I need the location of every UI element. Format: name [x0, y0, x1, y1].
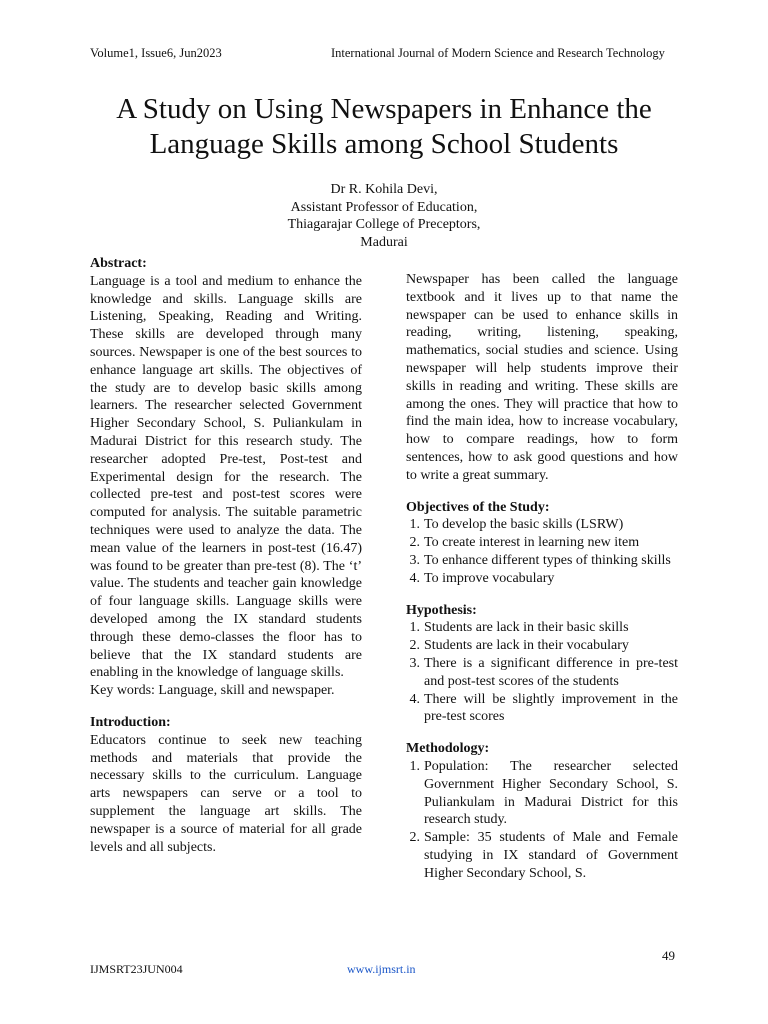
hypothesis-list: [406, 619, 678, 726]
right-column: [406, 271, 678, 883]
author-name: Dr R. Kohila Devi,: [330, 182, 438, 197]
list-item: 4. To improve vocabulary: [409, 570, 555, 586]
abstract-heading: Abstract:: [90, 256, 147, 271]
header-volume: Volume1, Issue6, Jun2023: [90, 46, 222, 60]
list-item: 3. There is a significant difference in pre-test and post-test scores of the students: [409, 655, 678, 689]
list-item: 1. To develop the basic skills (LSRW): [409, 517, 624, 533]
list-item: 2. To create interest in learning new item: [409, 535, 640, 551]
introduction-body: Educators continue to seek new teaching methods and materials that provide the necessary skills to the curriculum. Language arts newspapers can serve or a tool to supplement the language art skills. The newspaper is a source of material for all grade levels and all subjects.: [90, 732, 362, 855]
list-item: 2. Students are lack in their vocabulary: [409, 638, 629, 654]
introduction-heading: Introduction:: [90, 714, 171, 730]
keywords: Key words: Language, skill and newspaper.: [90, 683, 335, 699]
author-block: [184, 181, 584, 251]
footer-website-link[interactable]: www.ijmsrt.in: [347, 962, 416, 976]
methodology-list: [406, 758, 678, 883]
page-number: 49: [662, 948, 675, 963]
objectives-heading: Objectives of the Study:: [406, 499, 550, 515]
methodology-heading: Methodology:: [406, 741, 490, 757]
hypothesis-heading: Hypothesis:: [406, 602, 477, 618]
objectives-list: [406, 516, 678, 587]
list-item: 3. To enhance different types of thinking skills: [409, 552, 671, 568]
title-line-2: Language Skills among School Students: [149, 128, 619, 160]
author-city: Madurai: [360, 234, 408, 250]
footer-paper-id: IJMSRT23JUN004: [90, 962, 183, 976]
left-column: [90, 255, 362, 856]
newspaper-paragraph: Newspaper has been called the language textbook and it lives up to that name the newspaper can be used to enhance skills in reading, writing, listening, speaking, mathematics, social studies and science. Using newspaper will help students improve their skills in reading and writing. These skills are among the ones. They will practice that how to find the main idea, how to increase vocabulary, how to compare readings, how to form sentences, how to ask good questions and how to write a great summary.: [406, 272, 678, 483]
abstract-body: Language is a tool and medium to enhance the knowledge and skills. Language skills are Listening, Speaking, Reading and Writing. These skills are developed through many sources. Newspaper is one of the best sources to enhance language art skills. The objectives of the study are to develop basic skills among learners. The researcher selected Government Higher Secondary School, S. Puliankulam in Madurai District for this research study. The researcher adopted Pre-test, Post-test and Experimental design for the research. The collected pre-test and post-test scores were computed for analysis. The suitable parametric techniques were used to analyze the data. The mean value of the learners in post-test (16.47) was found to be greater than pre-test (8). The ‘t’ value. The students and teacher gain knowledge of four language skills. Language skills were developed among the IX standard students through these demo-classes the floor has to believe that the IX standard students are enabling in the knowledge of language skills.: [90, 273, 362, 681]
header-journal: International Journal of Modern Science and Research Technology: [331, 46, 665, 60]
title-line-1: A Study on Using Newspapers in Enhance the: [116, 93, 652, 125]
list-item: 1. Population: The researcher selected Government Higher Secondary School, S. Puliankulam in Madurai District for this research study.: [409, 758, 678, 828]
paper-title: [60, 92, 708, 162]
list-item: 1. Students are lack in their basic skills: [409, 620, 629, 636]
list-item: 4. There will be slightly improvement in the pre-test scores: [409, 691, 678, 725]
author-institution: Thiagarajar College of Preceptors,: [287, 217, 481, 232]
list-item: 2. Sample: 35 students of Male and Female studying in IX standard of Government Higher Secondary School, S.: [409, 830, 678, 881]
author-position: Assistant Professor of Education,: [290, 199, 478, 215]
